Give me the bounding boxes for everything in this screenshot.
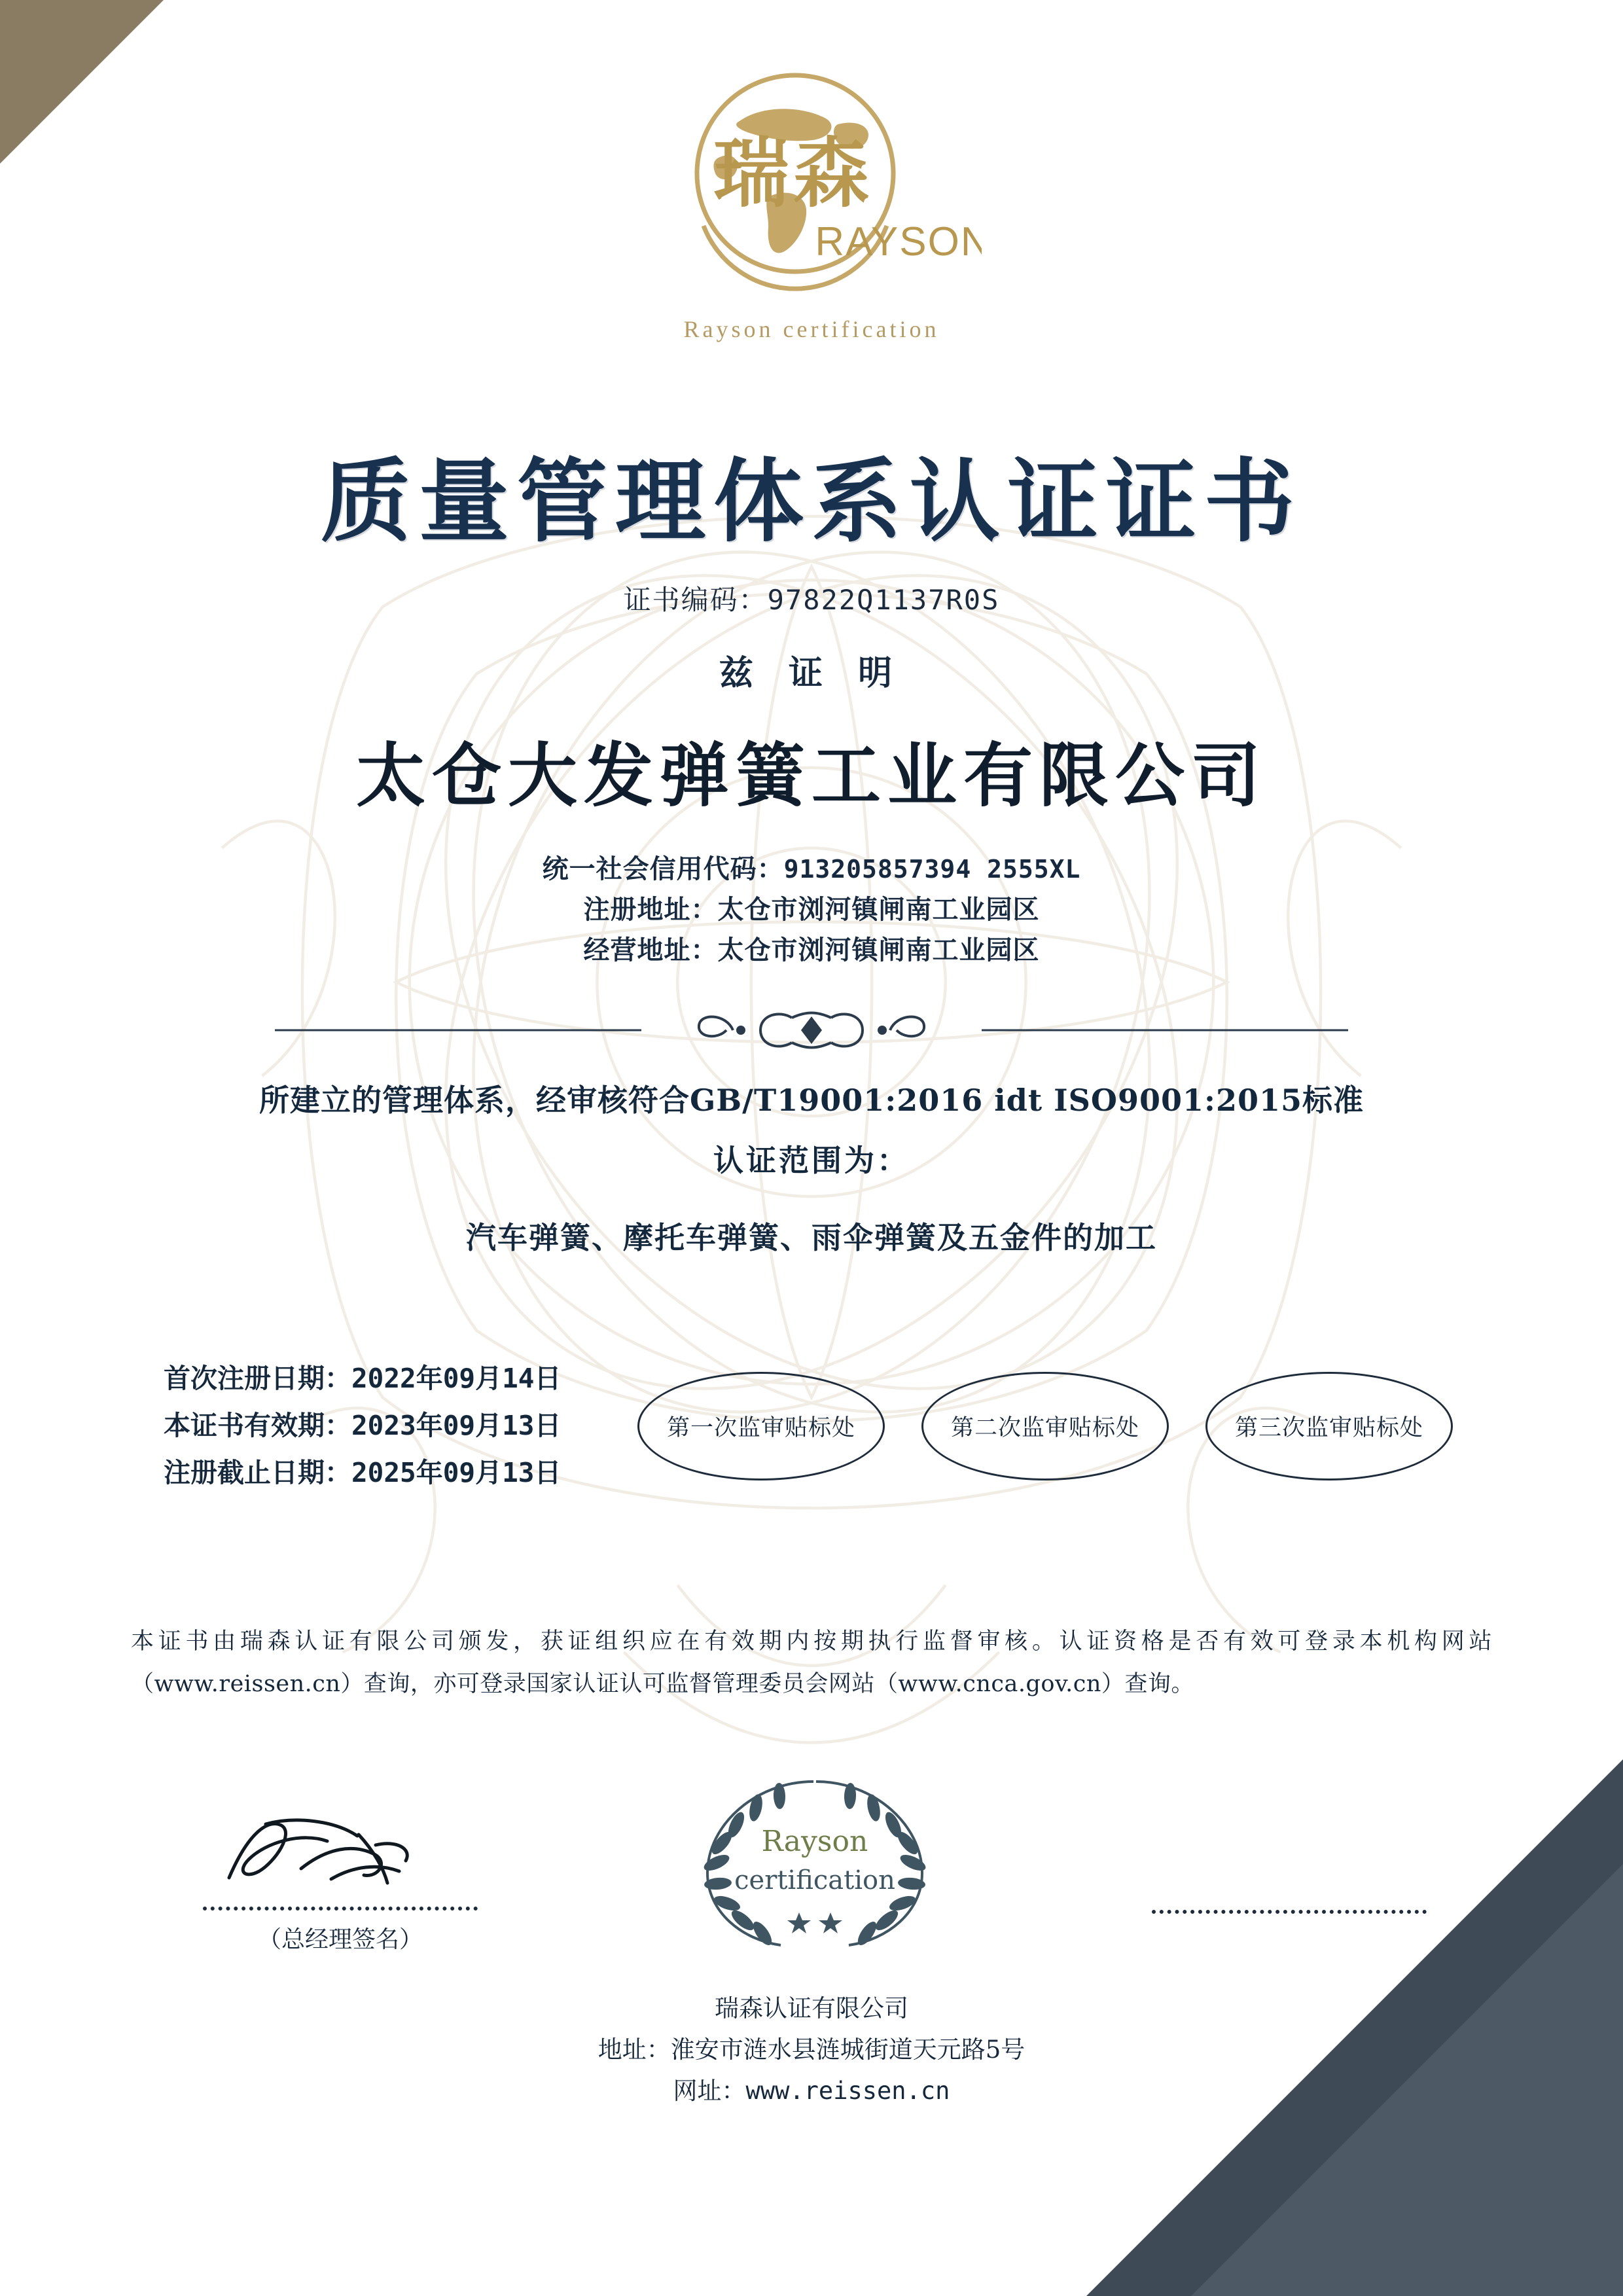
scope-text: 汽车弹簧、摩托车弹簧、雨伞弹簧及五金件的加工 [466,1220,1157,1255]
audit-stamp-group [637,1372,1466,1480]
footnote-text: 本证书由瑞森认证有限公司颁发，获证组织应在有效期内按期执行监督审核。认证资格是否有效可登录本机构网站（www.reissen.cn）查询，亦可登录国家认证认可监督管理委员会网站（www.cnca.gov.cn）查询。 [131,1628,1492,1697]
registered-address-row [543,889,1081,930]
organization-details [543,849,1081,971]
credit-code-value: 913205857394 2555XL [783,855,1081,884]
handwritten-signature-icon [203,1806,478,1904]
signature-dotted-line [203,1907,478,1910]
ornamental-divider [275,1001,1348,1060]
certificate-number-label: 证书编码： [623,584,768,616]
date-row-validity [164,1403,561,1450]
certificate-number-value: 97822Q1137R0S [767,584,1000,616]
audit-stamp-3: 第三次监审贴标处 [1205,1372,1453,1480]
date-label-expiry: 注册截止日期： [164,1456,351,1488]
issuer-website: 网址：www.reissen.cn [673,2076,950,2105]
date-value-first-registration: 2022年09月14日 [351,1363,562,1394]
signature-caption: （总经理签名） [257,1926,423,1953]
audit-stamp-1: 第一次监审贴标处 [637,1372,885,1480]
signature-band [131,1758,1492,1954]
date-label-validity: 本证书有效期： [164,1409,351,1441]
issuer-footer [598,1988,1026,2112]
issuer-name: 瑞森认证有限公司 [714,1994,908,2022]
date-label-first-registration: 首次注册日期： [164,1363,351,1394]
company-name: 太仓大发弹簧工业有限公司 [356,734,1267,816]
date-value-expiry: 2025年09月13日 [351,1456,562,1488]
standard-conformity-text: 所建立的管理体系，经审核符合GB/T19001:2016 idt ISO9001:2015标准 [259,1083,1364,1118]
date-row-first-registration [164,1355,561,1403]
dates-and-audit-row [157,1355,1466,1496]
laurel-seal-icon [645,1765,985,1954]
svg-text:瑞森: 瑞森 [713,129,873,218]
signature-block [131,1806,524,1954]
globe-logo-icon [641,59,982,334]
date-value-validity: 2023年09月13日 [351,1409,562,1441]
date-list [157,1355,561,1496]
seal-line-1: Rayson [761,1824,868,1858]
credit-code-label: 统一社会信用代码： [542,853,784,884]
issuer-address: 地址：淮安市涟水县涟城街道天元路5号 [597,2035,1026,2064]
business-address-row [543,930,1081,971]
hereby-certify-text: 兹 证 明 [719,653,904,693]
svg-text:RAYSON: RAYSON [815,219,982,264]
certificate-title: 质量管理体系认证证书 [320,448,1302,554]
logo-subtitle: Rayson certification [683,316,940,342]
stamp-dotted-line [1152,1910,1427,1914]
stamp-area [1106,1910,1492,1954]
registered-address-value: 太仓市浏河镇闸南工业园区 [717,894,1040,925]
audit-stamp-2: 第二次监审贴标处 [921,1372,1169,1480]
scope-label: 认证范围为： [713,1143,910,1178]
certificate-number [624,579,1000,618]
business-address-label: 经营地址： [583,935,718,965]
brand-logo [582,59,1041,412]
registered-address-label: 注册地址： [583,894,718,925]
date-row-expiry [164,1450,561,1497]
seal-line-2: certification [734,1865,895,1895]
credit-code-row [543,849,1081,889]
business-address-value: 太仓市浏河镇闸南工业园区 [717,935,1040,965]
